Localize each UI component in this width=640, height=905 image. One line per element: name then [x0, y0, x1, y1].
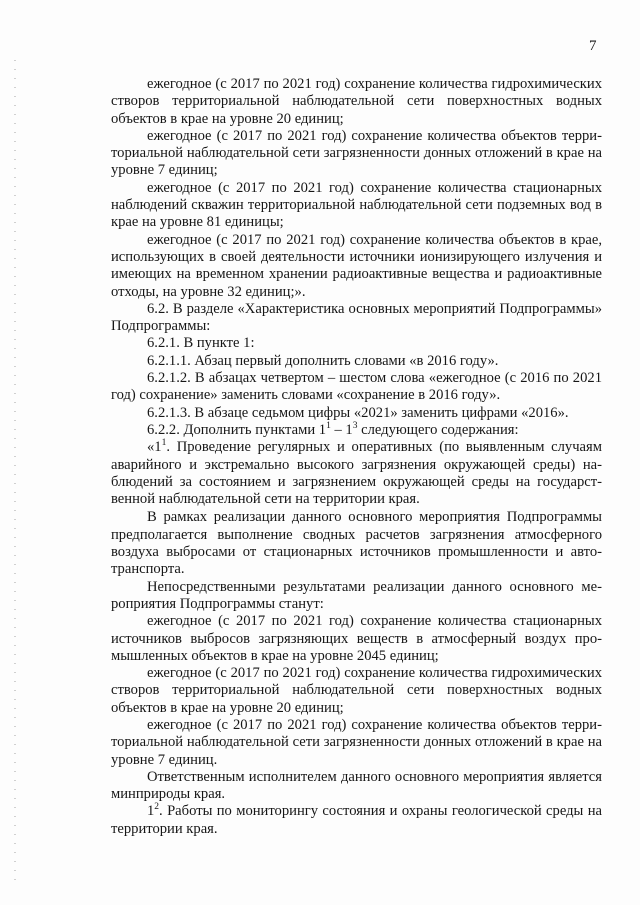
paragraph: 6.2. В разделе «Характеристика основных мероприятий Подпрограммы» Подпрограммы:	[111, 300, 602, 335]
paragraph: В рамках реализации данного основного мероприятия Подпрограммы предполагается выполнение сводных расчетов загрязнения атмосферного воздуха выбросами от стационарных источников промышленности и автотранспорта.	[111, 509, 602, 578]
text-run: 6.2.2. Дополнить пунктами 1	[147, 421, 327, 438]
superscript: 1	[326, 421, 331, 432]
superscript: 1	[161, 438, 167, 449]
superscript: 3	[352, 421, 358, 432]
paragraph: ежегодное (с 2017 по 2021 год) сохранение количества объектов территориальной наблюдательной сети загрязненности донных отложений в крае на уровне 7 единиц.	[111, 716, 602, 768]
paragraph: Непосредственными результатами реализации данного основного мероприятия Подпрограммы станут:	[111, 578, 602, 612]
superscript: 2	[154, 802, 160, 813]
paragraph: ежегодное (с 2017 по 2021 год) сохранение количества гидрохимических створов территориальной наблюдательной сети поверхностных водных объектов в крае на уровне 20 единиц;	[111, 665, 602, 716]
text-run: . Проведение регулярных и оперативных (по выявленным случаям аварийного и экстремально высокого загрязнения окружающей среды) наблюдений за состоянием и загрязнением окружающей среды на государственной наблюдательной сети на территории края.	[111, 439, 602, 508]
paragraph-with-superscripts	[111, 422, 602, 439]
paragraph: ежегодное (с 2017 по 2021 год) сохранение количества стационарных наблюдений скважин территориальной наблюдательной сети подземных вод в крае на уровне 81 единицы;	[111, 179, 602, 231]
paragraph: 6.2.1.3. В абзаце седьмом цифры «2021» заменить цифрами «2016».	[147, 404, 569, 421]
paragraph: ежегодное (с 2017 по 2021 год) сохранение количества гидрохимических створов территориальной наблюдательной сети поверхностных водных объектов в крае на уровне 20 единиц;	[111, 76, 602, 127]
text-run: 1	[147, 803, 155, 820]
paragraph: 6.2.1.1. Абзац первый дополнить словами «в 2016 году».	[147, 352, 499, 369]
paragraph: 6.2.1.2. В абзацах четвертом – шестом слова «ежегодное (с 2016 по 2021 год) сохранение» заменить словами «сохранение в 2016 году».	[111, 370, 602, 404]
text-run: – 1	[330, 421, 353, 438]
text-run: «1	[147, 439, 162, 456]
paragraph: 6.2.1. В пункте 1:	[147, 335, 255, 352]
paragraph: Ответственным исполнителем данного основного мероприятия является минприроды края.	[111, 768, 602, 803]
document-body	[111, 76, 602, 838]
text-run: . Работы по мониторингу состояния и охраны геологической среды на территории края.	[111, 803, 602, 837]
paragraph: ежегодное (с 2017 по 2021 год) сохранение количества объектов в крае, использующих в своей деятельности источники ионизирующего излучения и имеющих на временном хранении радиоактивные вещества и радиоактивные отходы, на уровне 32 единиц;».	[111, 231, 602, 300]
text-run: следующего содержания:	[357, 421, 519, 438]
paragraph-with-superscripts	[111, 439, 602, 508]
paragraph-with-superscripts	[111, 803, 602, 838]
scan-edge-marks	[14, 60, 16, 880]
paragraph: ежегодное (с 2017 по 2021 год) сохранение количества стационарных источников выбросов загрязняющих веществ в атмосферный воздух промышленных объектов в крае на уровне 2045 единиц;	[111, 613, 602, 664]
page-number: 7	[589, 38, 597, 54]
paragraph: ежегодное (с 2017 по 2021 год) сохранение количества объектов территориальной наблюдательной сети загрязненности донных отложений в крае на уровне 7 единиц;	[111, 127, 602, 179]
